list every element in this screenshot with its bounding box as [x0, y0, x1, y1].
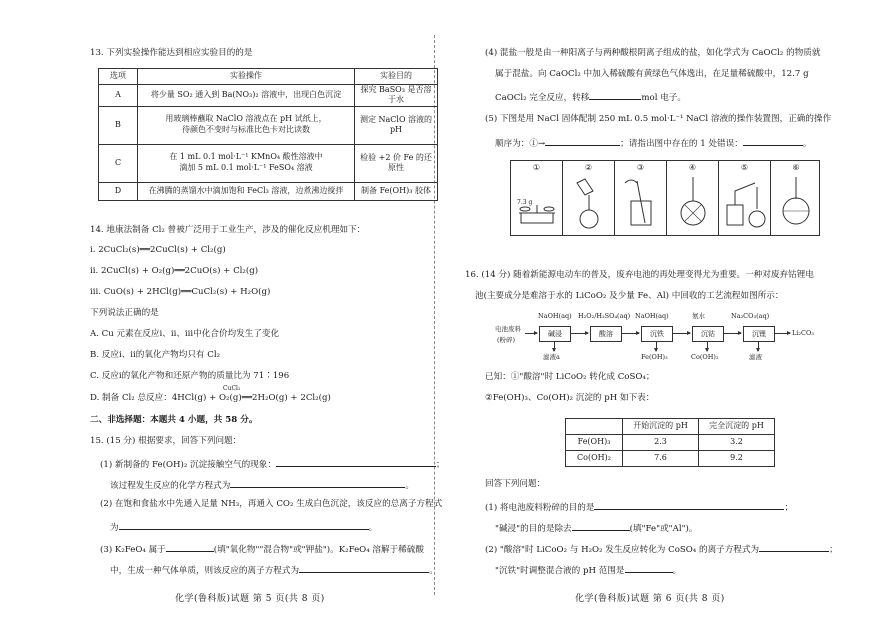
q15-part2-b: 为 。 [110, 520, 377, 534]
apparatus-step-6: ⑥ [771, 161, 821, 235]
apparatus-step-2: ② [563, 161, 615, 235]
flow-arrow [570, 333, 588, 334]
q14-prompt: 下列说法正确的是 [90, 308, 159, 318]
apparatus-figure [510, 160, 820, 236]
balance-icon [511, 161, 563, 237]
q16-known-1: 已知：①"酸溶"时 LiCoO₂ 转化成 CoSO₄； [485, 372, 655, 382]
flow-arrow [621, 333, 639, 334]
q15-stem: 15. (15 分) 根据要求，回答下列问题： [90, 436, 242, 446]
flow-product: Li₂CO₃ [792, 329, 814, 337]
q13-stem: 13. 下列实验操作能达到相应实验目的的是 [90, 48, 253, 58]
q14-option-d: D. 制备 Cl₂ 总反应：4HCl(g) + O₂(g)══2H₂O(g) + 2Cl₂(g) [90, 393, 331, 403]
flow-reagent-3: NaOH(aq) [635, 312, 669, 320]
ph-table-header: 开始沉淀的 pH [623, 419, 699, 435]
q13-row-goal: 检验 +2 价 Fe 的还原性 [355, 144, 438, 182]
flow-reagent-5: Na₂CO₃(aq) [731, 312, 770, 320]
flow-output-4: 滤液 [749, 353, 762, 361]
flow-reagent-2: H₂O₂/H₂SO₄(aq) [578, 312, 631, 320]
flow-arrow [758, 341, 759, 351]
page-6 [435, 0, 870, 630]
q13-row [99, 182, 438, 200]
q15-part3-a: (3) K₂FeO₄ 属于 (填"氧化物""混合物"或"钾盐")。K₂FeO₄ 溶解于稀硫酸 [100, 542, 424, 556]
beaker-stir-icon [615, 161, 667, 237]
q13-row-option: C [99, 144, 138, 182]
q14-option-a: A. Cu 元素在反应ⅰ、ⅱ、ⅲ中化合价均发生了变化 [90, 329, 280, 339]
answer-blank[interactable] [572, 521, 630, 531]
flow-arrow [723, 333, 741, 334]
page-5-footer: 化学(鲁科版)试题 第 5 页(共 8 页) [175, 594, 325, 604]
wash-bottle-icon [719, 161, 771, 237]
answer-blank[interactable] [625, 563, 673, 573]
q15-part4-b: 属于混盐。向 CaOCl₂ 中加入稀硫酸有黄绿色气体逸出，在足量稀硫酸中，12.7 g [495, 69, 809, 79]
flow-step-remove-cobalt: 沉钴 [692, 326, 724, 342]
q15-part4-a: (4) 混盐一般是由一种阳离子与两种酸根阴离子组成的盐，如化学式为 CaOCl₂ 的物质就 [485, 48, 821, 58]
answer-blank[interactable] [545, 136, 620, 146]
q13-row-operation: 用玻璃棒蘸取 NaClO 溶液点在 pH 试纸上， 待颜色不变时与标准比色卡对比读数 [138, 106, 355, 144]
q14-option-c: C. 反应ⅰ的氧化产物和还原产物的质量比为 71∶196 [90, 371, 290, 381]
q13-row-goal: 探究 BaSO₃ 是否溶于水 [355, 85, 438, 107]
answer-blank[interactable] [743, 136, 803, 146]
ph-table-header: 完全沉淀的 pH [699, 419, 775, 435]
flask-shake-icon [667, 161, 719, 237]
q15-part4-c: CaOCl₂ 完全反应，转移 mol 电子。 [495, 90, 686, 104]
q14-catalyst-label: CuCl₂ [223, 385, 241, 392]
ph-table-row: Fe(OH)₃ 2.3 3.2 [566, 435, 775, 451]
answer-blank[interactable] [166, 542, 214, 552]
flow-arrow [707, 341, 708, 351]
flow-step-acid-dissolve: 酸溶 [590, 326, 622, 342]
q13-row-option: A [99, 85, 138, 107]
q16-part1-b: "碱浸"的目的是除去 (填"Fe"或"Al")。 [495, 521, 698, 535]
q14-stem: 14. 地康法制备 Cl₂ 曾被广泛用于工业生产，涉及的催化反应机理如下： [90, 225, 366, 235]
q13-row-option: D [99, 182, 138, 200]
q13-row [99, 85, 438, 107]
q15-part1-b: 该过程发生反应的化学方程式为 。 [110, 478, 414, 492]
flow-reagent-4: 氨水 [692, 312, 705, 320]
flow-arrow [554, 341, 555, 351]
answer-blank[interactable] [299, 563, 429, 573]
flow-output-3: Co(OH)₂ [691, 353, 719, 361]
q15-part5-b: 顺序为：①→ ；请指出图中存在的 1 处错误： 。 [495, 136, 811, 150]
ph-table [565, 418, 775, 467]
q14-step-1: ⅰ. 2CuCl₂(s)══2CuCl(s) + Cl₂(g) [90, 245, 226, 255]
q13-row-operation: 将少量 SO₂ 通入到 Ba(NO₃)₂ 溶液中，出现白色沉淀 [138, 85, 355, 107]
flow-reagent-1: NaOH(aq) [538, 312, 572, 320]
q13-row-operation: 在 1 mL 0.1 mol·L⁻¹ KMnO₄ 酸性溶液中 滴加 5 mL 0.1 mol·L⁻¹ FeSO₄ 溶液 [138, 144, 355, 182]
answer-blank[interactable] [594, 500, 784, 510]
q15-part5-a: (5) 下图是用 NaCl 固体配制 250 mL 0.5 mol·L⁻¹ NaCl 溶液的操作装置图，正确的操作 [485, 114, 832, 124]
q16-part2-a: (2) "酸溶"时 LiCoO₂ 与 H₂O₂ 发生反应转化为 CoSO₄ 的离子方程式为 ； [485, 542, 838, 556]
flow-arrow [525, 333, 537, 334]
q13-row [99, 106, 438, 144]
flow-arrow [656, 341, 657, 351]
q14-option-b: B. 反应ⅰ、ⅱ的氧化产物均只有 Cl₂ [90, 350, 221, 360]
beaker-pour-icon [563, 161, 615, 237]
apparatus-step-4: ④ [667, 161, 719, 235]
answer-blank[interactable] [759, 542, 829, 552]
flow-source-note: (粉碎) [497, 336, 516, 344]
volumetric-flask-icon [771, 161, 821, 237]
ph-table-header [566, 419, 623, 435]
q13-row-option: B [99, 106, 138, 144]
q15-part2-a: (2) 在饱和食盐水中先通入足量 NH₃，再通入 CO₂ 生成白色沉淀，该反应的总离子方程式 [100, 499, 443, 509]
q13-header-operation: 实验操作 [138, 69, 355, 85]
flow-step-alkali-leach: 碱浸 [539, 326, 571, 342]
flow-step-remove-lithium: 沉锂 [743, 326, 775, 342]
section-2-title: 二、非选择题：本题共 4 小题，共 58 分。 [90, 415, 258, 425]
flow-arrow [672, 333, 690, 334]
answer-blank[interactable] [230, 478, 405, 488]
flow-arrow [774, 333, 790, 334]
q13-table [98, 68, 438, 201]
flow-output-1: 滤液a [543, 353, 560, 361]
q16-part1-a: (1) 将电池废料粉碎的目的是 ； [485, 500, 793, 514]
ph-table-row: Co(OH)₂ 7.6 9.2 [566, 451, 775, 467]
q15-part3-b: 中，生成一种气体单质，则该反应的离子方程式为 。 [110, 563, 438, 577]
apparatus-step-3: ③ [615, 161, 667, 235]
q16-ask: 回答下列问题： [485, 479, 546, 489]
q13-row-goal: 制备 Fe(OH)₃ 胶体 [355, 182, 438, 200]
flow-source: 电池废料 [495, 325, 521, 333]
q16-known-2: ②Fe(OH)₃、Co(OH)₂ 沉淀的 pH 如下表： [485, 393, 655, 403]
q13-row [99, 144, 438, 182]
apparatus-step-5: ⑤ [719, 161, 771, 235]
answer-blank[interactable] [276, 457, 436, 467]
q13-header-goal: 实验目的 [355, 69, 438, 85]
q13-row-operation: 在沸腾的蒸馏水中滴加饱和 FeCl₃ 溶液，边煮沸边搅拌 [138, 182, 355, 200]
answer-blank[interactable] [119, 520, 369, 530]
q15-part1-a: (1) 新制备的 Fe(OH)₂ 沉淀接触空气的现象： ； [100, 457, 445, 471]
flow-step-remove-iron: 沉铁 [641, 326, 673, 342]
q16-stem-a: 16. (14 分) 随着新能源电动车的普及，废弃电池的再处理变得尤为重要。一种对废弃钴锂电 [465, 270, 814, 280]
q14-step-3: ⅲ. CuO(s) + 2HCl(g)══CuCl₂(s) + H₂O(g) [90, 287, 271, 297]
page-6-footer: 化学(鲁科版)试题 第 6 页(共 8 页) [575, 594, 725, 604]
q13-row-goal: 测定 NaClO 溶液的 pH [355, 106, 438, 144]
answer-blank[interactable] [589, 90, 641, 100]
flow-output-2: Fe(OH)₃ [641, 353, 668, 361]
mass-label: 7.3 g [517, 199, 533, 206]
q16-part2-b: "沉铁"时调整混合液的 pH 范围是 。 [495, 563, 681, 577]
q13-header-option: 选项 [99, 69, 138, 85]
apparatus-step-1: ① 7.3 g [511, 161, 563, 235]
q16-stem-b: 池(主要成分是难溶于水的 LiCoO₂ 及少量 Fe、Al) 中回收的工艺流程如图所示： [475, 291, 784, 301]
q14-step-2: ⅱ. 2CuCl(s) + O₂(g)══2CuO(s) + Cl₂(g) [90, 266, 259, 276]
